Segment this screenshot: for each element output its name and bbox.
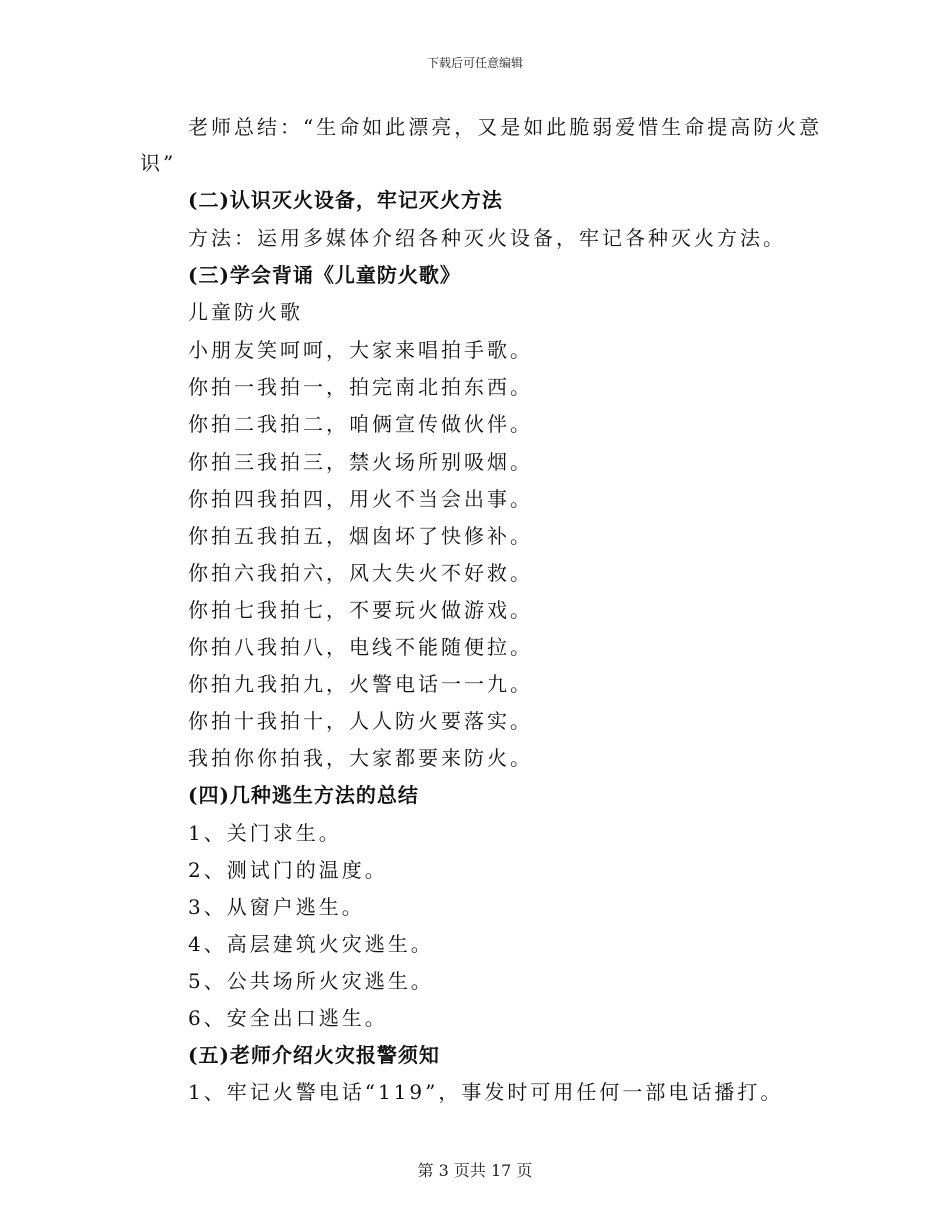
poem-line: 你拍八我拍八，电线不能随便拉。	[188, 635, 533, 659]
paragraph-line: 老师总结：“生命如此漂亮，又是如此脆弱爱惜生命提高防火意	[188, 115, 823, 139]
poem-line: 我拍你你拍我，大家都要来防火。	[188, 746, 533, 770]
list-item: 1、牢记火警电话“119”，事发时可用任何一部电话播打。	[188, 1080, 784, 1104]
poem-line: 你拍三我拍三，禁火场所别吸烟。	[188, 450, 533, 474]
poem-line: 你拍四我拍四，用火不当会出事。	[188, 487, 533, 511]
poem-line: 你拍十我拍十，人人防火要落实。	[188, 709, 533, 733]
poem-line: 你拍五我拍五，烟囱坏了快修补。	[188, 524, 533, 548]
paragraph-line: 识”	[140, 151, 177, 175]
poem-title: 儿童防火歌	[188, 300, 303, 324]
poem-line: 你拍七我拍七，不要玩火做游戏。	[188, 598, 533, 622]
list-item: 6、安全出口逃生。	[188, 1006, 388, 1030]
list-item: 1、关门求生。	[188, 821, 342, 845]
poem-line: 你拍一我拍一，拍完南北拍东西。	[188, 375, 533, 399]
page-footer: 第 3 页共 17 页	[417, 1161, 533, 1180]
poem-line: 你拍六我拍六，风大失火不好救。	[188, 561, 533, 585]
section-heading: (四)几种逃生方法的总结	[188, 783, 419, 807]
poem-line: 小朋友笑呵呵，大家来唱拍手歌。	[188, 338, 533, 362]
page-header: 下载后可任意编辑	[426, 56, 523, 70]
list-item: 4、高层建筑火灾逃生。	[188, 932, 434, 956]
list-item: 2、测试门的温度。	[188, 858, 388, 882]
list-item: 3、从窗户逃生。	[188, 895, 365, 919]
paragraph-line: 方法：运用多媒体介绍各种灭火设备，牢记各种灭火方法。	[188, 226, 786, 250]
section-heading: (三)学会背诵《儿童防火歌》	[188, 263, 461, 287]
section-heading: (五)老师介绍火灾报警须知	[188, 1043, 440, 1067]
poem-line: 你拍九我拍九，火警电话一一九。	[188, 672, 533, 696]
list-item: 5、公共场所火灾逃生。	[188, 969, 434, 993]
poem-line: 你拍二我拍二，咱俩宣传做伙伴。	[188, 412, 533, 436]
section-heading: (二)认识灭火设备，牢记灭火方法	[188, 188, 503, 212]
